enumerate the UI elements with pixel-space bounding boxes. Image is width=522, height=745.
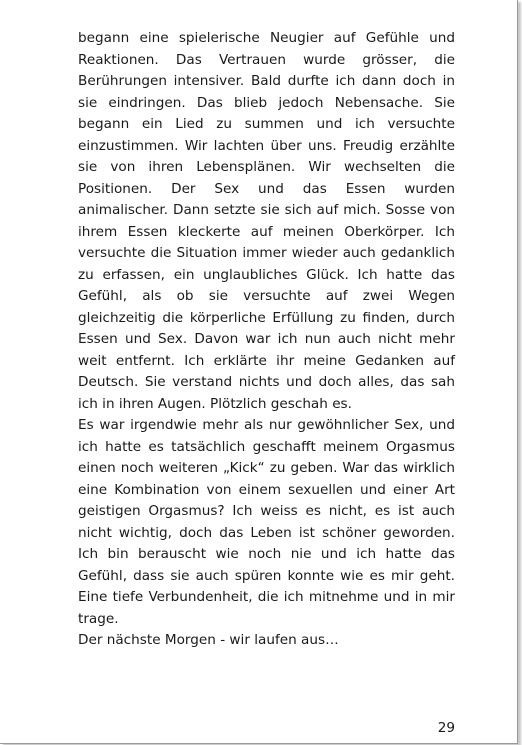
paragraph-1: begann eine spielerische Neugier auf Gefühle und Reaktionen. Das Vertrauen wurde grösser, die Berührungen intensiver. Bald durfte ich dann doch in sie eindringen. Das blieb jedoch Nebensache. Sie begann ein Lied zu summen und ich versuchte einzustimmen. Wir lachten über uns. Freudig erzählte sie von ihren Lebensplänen. Wir wechselten die Positionen. Der Sex und das Essen wurden animalischer. Dann setzte sie sich auf mich. Sosse von ihrem Essen kleckerte auf meinen Oberkörper. Ich versuchte die Situation immer wieder auch gedanklich zu erfassen, ein unglaubliches Glück. Ich hatte das Gefühl, als ob sie versuchte auf zwei Wegen gleichzeitig die körperliche Erfüllung zu finden, durch Essen und Sex. Davon war ich nun auch nicht mehr weit entfernt. Ich erklärte ihr meine Gedanken auf Deutsch. Sie verstand nichts und doch alles, das sah ich in ihren Augen. Plötzlich geschah es.: [78, 30, 455, 412]
paragraph-3: Der nächste Morgen - wir laufen aus…: [78, 632, 339, 648]
page-number: 29: [437, 720, 455, 736]
body-text: [78, 28, 455, 652]
paragraph-2: Es war irgendwie mehr als nur gewöhnlicher Sex, und ich hatte es tatsächlich geschafft meinem Orgasmus einen noch weiteren „Kick“ zu geben. War das wirklich eine Kombination von einem sexuellen und einer Art geistigen Orgasmus? Ich weiss es nicht, es ist auch nicht wichtig, doch das Leben ist schöner geworden. Ich bin berauscht wie noch nie und ich hatte das Gefühl, dass sie auch spüren konnte wie es mir geht. Eine tiefe Verbundenheit, die ich mitnehme und in mir trage.: [78, 417, 455, 627]
